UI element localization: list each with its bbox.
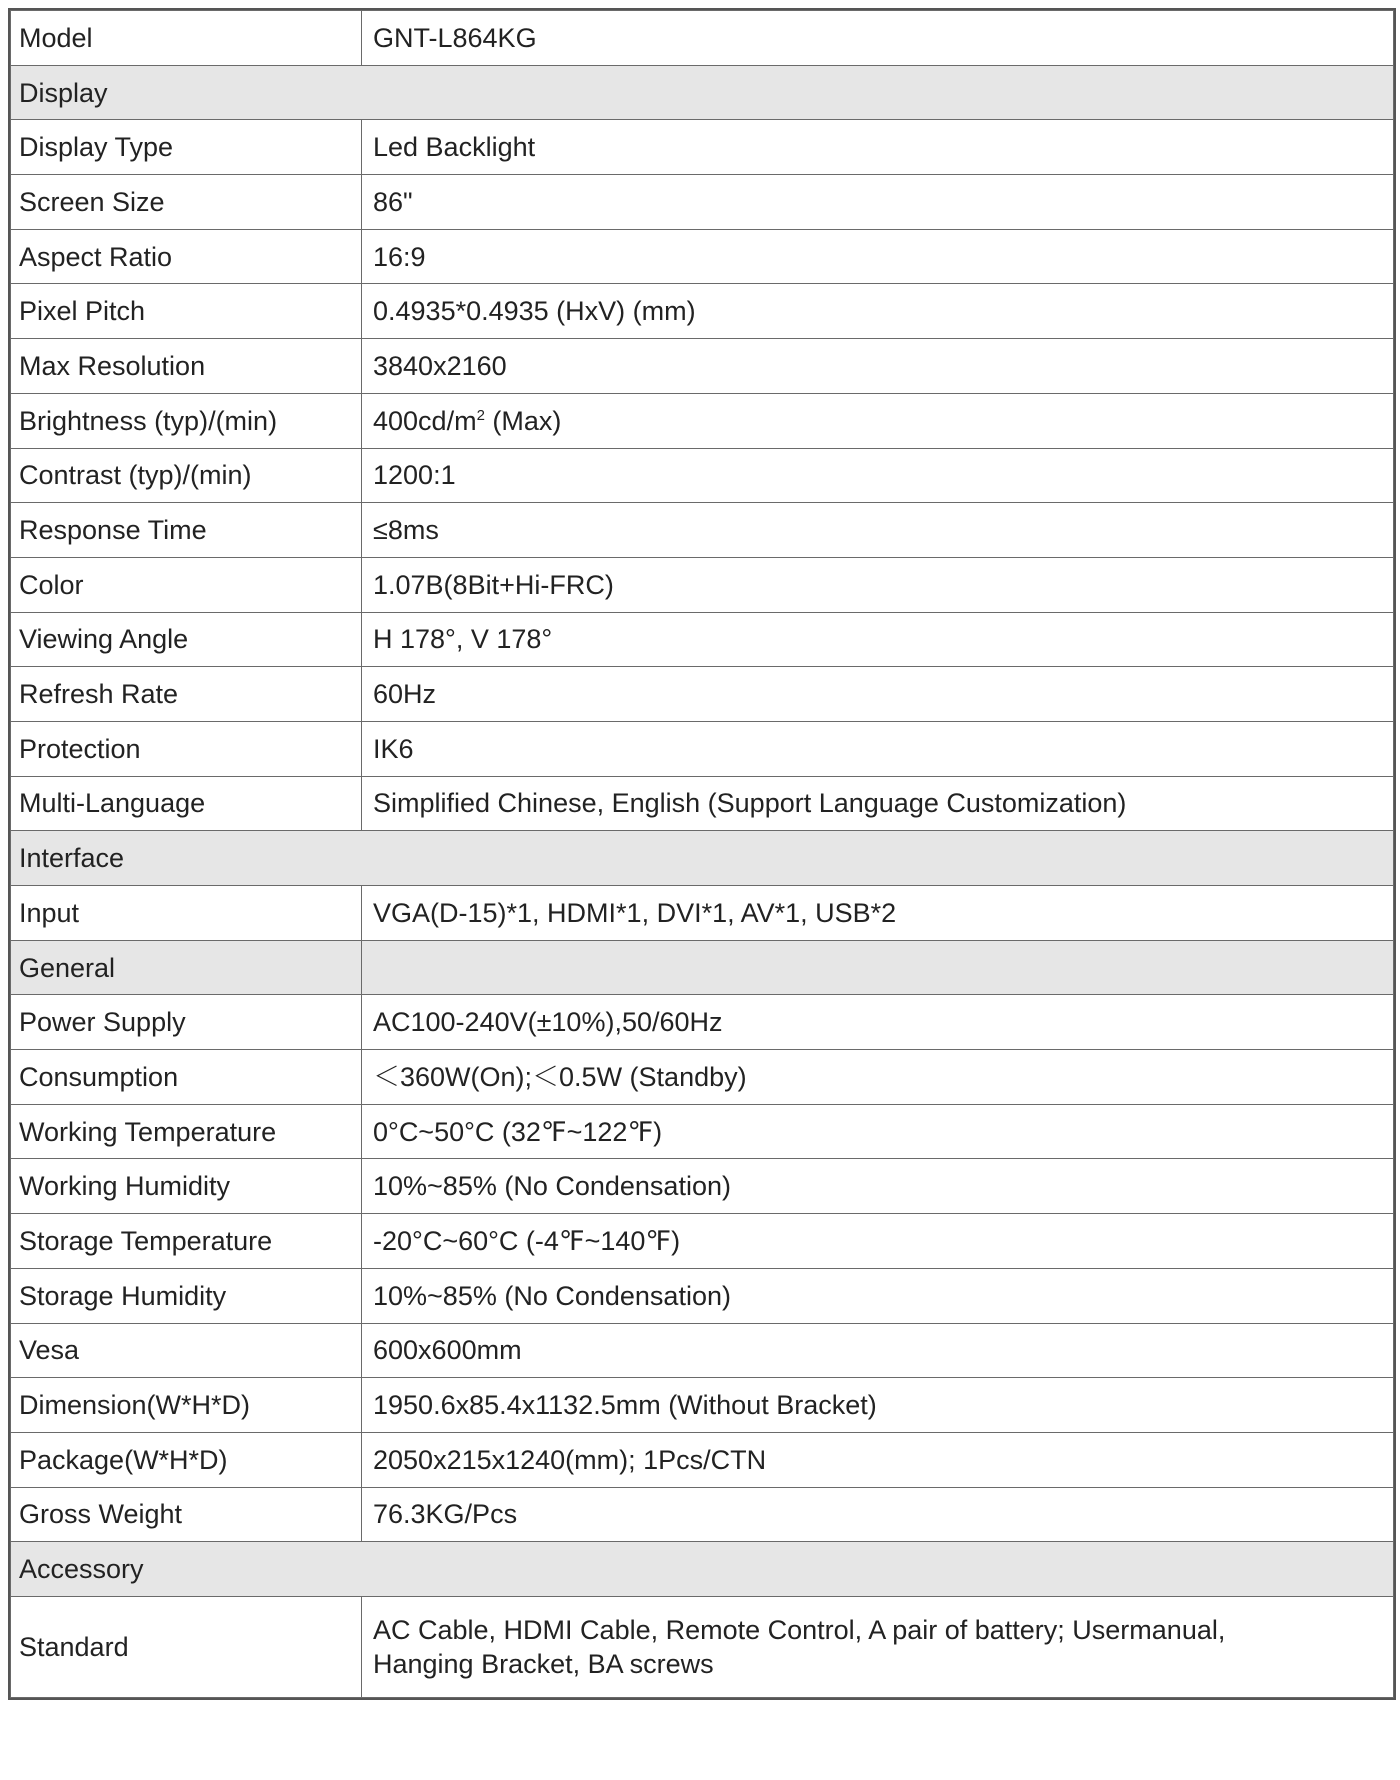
spec-label: Working Temperature <box>11 1104 362 1159</box>
spec-value-superscript: 2 <box>476 406 485 424</box>
spec-value: 86" <box>362 175 1394 230</box>
spec-row <box>11 393 1394 448</box>
section-title: General <box>11 940 362 995</box>
spec-row <box>11 284 1394 339</box>
spec-row <box>11 612 1394 667</box>
spec-label: Standard <box>11 1596 362 1697</box>
spec-sheet <box>8 8 1396 1700</box>
section-header-accessory <box>11 1542 1394 1597</box>
spec-row <box>11 1596 1394 1697</box>
spec-label: Pixel Pitch <box>11 284 362 339</box>
model-value: GNT-L864KG <box>362 11 1394 66</box>
spec-label: Gross Weight <box>11 1487 362 1542</box>
spec-row <box>11 1432 1394 1487</box>
spec-label: Protection <box>11 721 362 776</box>
spec-row <box>11 120 1394 175</box>
spec-label: Input <box>11 886 362 941</box>
spec-row <box>11 776 1394 831</box>
model-row <box>11 11 1394 66</box>
spec-row <box>11 229 1394 284</box>
spec-value: 16:9 <box>362 229 1394 284</box>
spec-label: Max Resolution <box>11 339 362 394</box>
spec-value: H 178°, V 178° <box>362 612 1394 667</box>
spec-label: Screen Size <box>11 175 362 230</box>
spec-label: Display Type <box>11 120 362 175</box>
spec-row <box>11 995 1394 1050</box>
section-header-display <box>11 65 1394 120</box>
spec-label: Package(W*H*D) <box>11 1432 362 1487</box>
spec-row <box>11 175 1394 230</box>
spec-row <box>11 1487 1394 1542</box>
spec-table <box>10 10 1394 1698</box>
spec-value <box>362 1596 1394 1697</box>
spec-label: Dimension(W*H*D) <box>11 1378 362 1433</box>
section-empty-cell <box>362 940 1394 995</box>
spec-row <box>11 1159 1394 1214</box>
spec-value: 2050x215x1240(mm); 1Pcs/CTN <box>362 1432 1394 1487</box>
spec-value: VGA(D-15)*1, HDMI*1, DVI*1, AV*1, USB*2 <box>362 886 1394 941</box>
spec-value-line-2: Hanging Bracket, BA screws <box>373 1648 714 1679</box>
spec-label: Refresh Rate <box>11 667 362 722</box>
section-header-interface <box>11 831 1394 886</box>
spec-label: Aspect Ratio <box>11 229 362 284</box>
spec-value: AC100-240V(±10%),50/60Hz <box>362 995 1394 1050</box>
spec-value: Led Backlight <box>362 120 1394 175</box>
section-title: Display <box>11 65 1394 120</box>
spec-value: 76.3KG/Pcs <box>362 1487 1394 1542</box>
spec-label: Vesa <box>11 1323 362 1378</box>
spec-value-suffix: (Max) <box>484 405 562 436</box>
spec-table-body <box>11 11 1394 1698</box>
spec-value: -20°C~60°C (-4℉~140℉) <box>362 1214 1394 1269</box>
spec-value: 10%~85% (No Condensation) <box>362 1159 1394 1214</box>
spec-value-text: 400cd/m <box>373 405 477 436</box>
spec-label: Brightness (typ)/(min) <box>11 393 362 448</box>
spec-value: ＜360W(On);＜0.5W (Standby) <box>362 1050 1394 1105</box>
spec-value: ≤8ms <box>362 503 1394 558</box>
section-header-general <box>11 940 1394 995</box>
spec-label: Response Time <box>11 503 362 558</box>
spec-label: Working Humidity <box>11 1159 362 1214</box>
spec-label: Contrast (typ)/(min) <box>11 448 362 503</box>
spec-value: 60Hz <box>362 667 1394 722</box>
spec-value: 3840x2160 <box>362 339 1394 394</box>
spec-value: Simplified Chinese, English (Support Language Customization) <box>362 776 1394 831</box>
spec-label: Color <box>11 557 362 612</box>
model-label: Model <box>11 11 362 66</box>
spec-label: Multi-Language <box>11 776 362 831</box>
section-title: Accessory <box>11 1542 1394 1597</box>
spec-label: Storage Humidity <box>11 1268 362 1323</box>
spec-value-line-1: AC Cable, HDMI Cable, Remote Control, A pair of battery; Usermanual, <box>373 1614 1226 1645</box>
spec-value: 0.4935*0.4935 (HxV) (mm) <box>362 284 1394 339</box>
spec-row <box>11 1050 1394 1105</box>
spec-row <box>11 1268 1394 1323</box>
spec-row <box>11 1214 1394 1269</box>
spec-value: IK6 <box>362 721 1394 776</box>
spec-row <box>11 1104 1394 1159</box>
spec-row <box>11 1323 1394 1378</box>
spec-value: 0°C~50°C (32℉~122℉) <box>362 1104 1394 1159</box>
spec-row <box>11 721 1394 776</box>
spec-label: Consumption <box>11 1050 362 1105</box>
spec-value: 1200:1 <box>362 448 1394 503</box>
spec-row <box>11 667 1394 722</box>
section-title: Interface <box>11 831 1394 886</box>
spec-row <box>11 886 1394 941</box>
spec-value: 1950.6x85.4x1132.5mm (Without Bracket) <box>362 1378 1394 1433</box>
spec-row <box>11 557 1394 612</box>
spec-label: Viewing Angle <box>11 612 362 667</box>
spec-value: 1.07B(8Bit+Hi-FRC) <box>362 557 1394 612</box>
spec-row <box>11 1378 1394 1433</box>
spec-row <box>11 339 1394 394</box>
spec-label: Power Supply <box>11 995 362 1050</box>
spec-value <box>362 393 1394 448</box>
spec-value: 600x600mm <box>362 1323 1394 1378</box>
spec-row <box>11 503 1394 558</box>
spec-value: 10%~85% (No Condensation) <box>362 1268 1394 1323</box>
spec-label: Storage Temperature <box>11 1214 362 1269</box>
spec-row <box>11 448 1394 503</box>
